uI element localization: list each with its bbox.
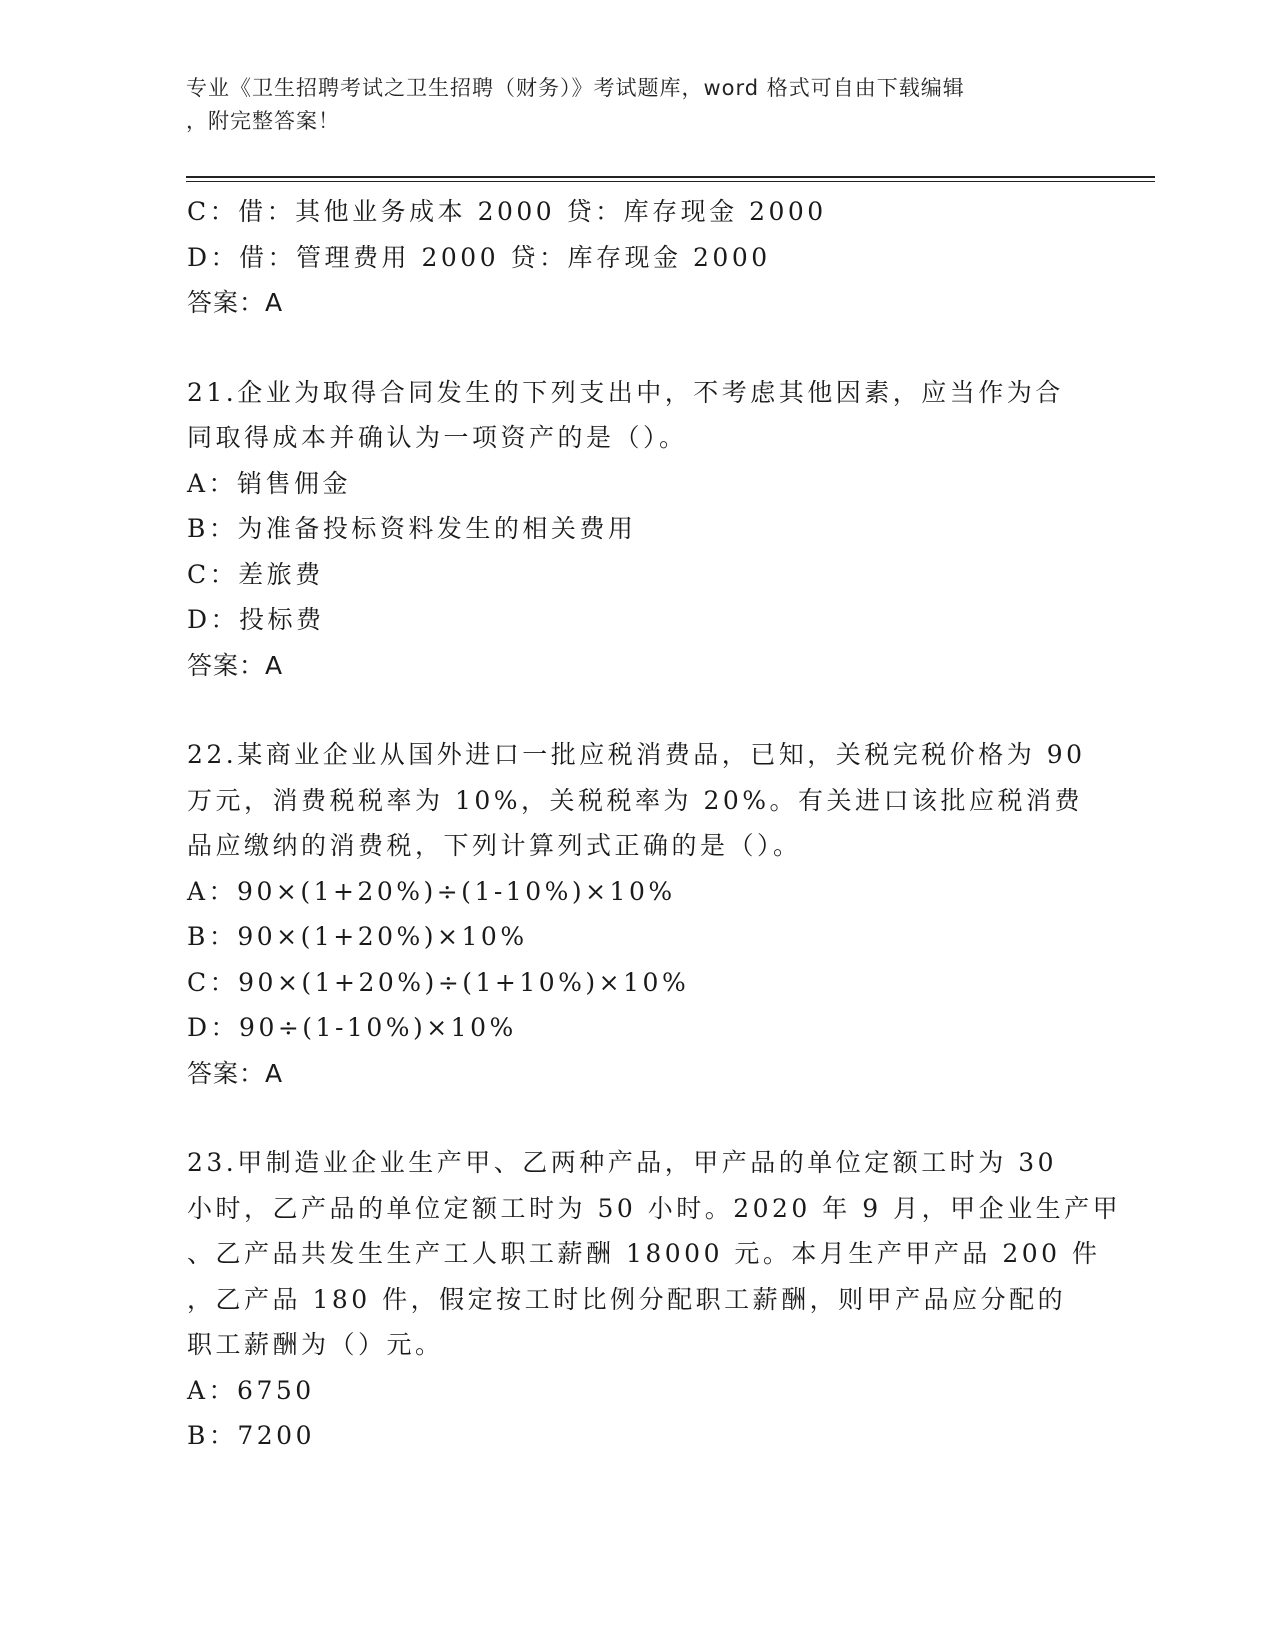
question-stem: ，乙产品 180 件，假定按工时比例分配职工薪酬，则甲产品应分配的 xyxy=(187,1284,1067,1314)
question-23 xyxy=(187,1140,1122,1459)
question-stem: 小时，乙产品的单位定额工时为 50 小时。2020 年 9 月，甲企业生产甲 xyxy=(187,1193,1122,1223)
header-divider-thick xyxy=(186,176,1155,178)
question-stem: 21.企业为取得合同发生的下列支出中，不考虑其他因素，应当作为合 xyxy=(187,377,1064,407)
question-21 xyxy=(187,370,1087,689)
question-spacer xyxy=(187,688,1087,732)
question-stem: 品应缴纳的消费税，下列计算列式正确的是（）。 xyxy=(187,831,802,860)
document-header xyxy=(186,72,1066,138)
answer-label: 答案：A xyxy=(187,650,284,680)
option-c: C：借：其他业务成本 2000 贷：库存现金 2000 xyxy=(187,197,827,226)
question-spacer xyxy=(187,1096,1087,1140)
answer-label: 答案：A xyxy=(187,288,284,317)
question-22 xyxy=(187,732,1087,1096)
option-d: D：借：管理费用 2000 贷：库存现金 2000 xyxy=(187,242,771,272)
option-c: C：差旅费 xyxy=(187,559,324,589)
option-d: D：90÷(1-10%)×10% xyxy=(187,1013,517,1042)
question-stem: 23.甲制造业企业生产甲、乙两种产品，甲产品的单位定额工时为 30 xyxy=(187,1148,1058,1177)
option-b: B：为准备投标资料发生的相关费用 xyxy=(187,514,637,543)
question-stem: 同取得成本并确认为一项资产的是（）。 xyxy=(187,423,688,452)
answer-label: 答案：A xyxy=(187,1058,284,1088)
option-a: A：销售佣金 xyxy=(187,468,352,498)
option-b: B：90×(1+20%)×10% xyxy=(187,922,528,951)
header-divider-thin xyxy=(186,181,1155,182)
question-stem: 万元，消费税税率为 10%，关税税率为 20%。有关进口该批应税消费 xyxy=(187,785,1084,815)
question-stem: 职工薪酬为（）元。 xyxy=(187,1330,444,1359)
question-20-tail xyxy=(187,189,1087,326)
option-a: A：6750 xyxy=(187,1375,315,1405)
option-a: A：90×(1+20%)÷(1-10%)×10% xyxy=(187,876,676,906)
option-d: D：投标费 xyxy=(187,605,325,634)
option-c: C：90×(1+20%)÷(1+10%)×10% xyxy=(187,967,690,997)
question-spacer xyxy=(187,326,1087,370)
option-b: B：7200 xyxy=(187,1421,315,1450)
question-stem: 22.某商业企业从国外进口一批应税消费品，已知，关税完税价格为 90 xyxy=(187,740,1086,769)
header-title-line2: ，附完整答案！ xyxy=(186,109,340,133)
question-stem: 、乙产品共发生生产工人职工薪酬 18000 元。本月生产甲产品 200 件 xyxy=(187,1239,1101,1268)
header-title-line1: 专业《卫生招聘考试之卫生招聘（财务）》考试题库，word 格式可自由下载编辑 xyxy=(186,76,965,100)
question-list xyxy=(187,189,1122,1459)
